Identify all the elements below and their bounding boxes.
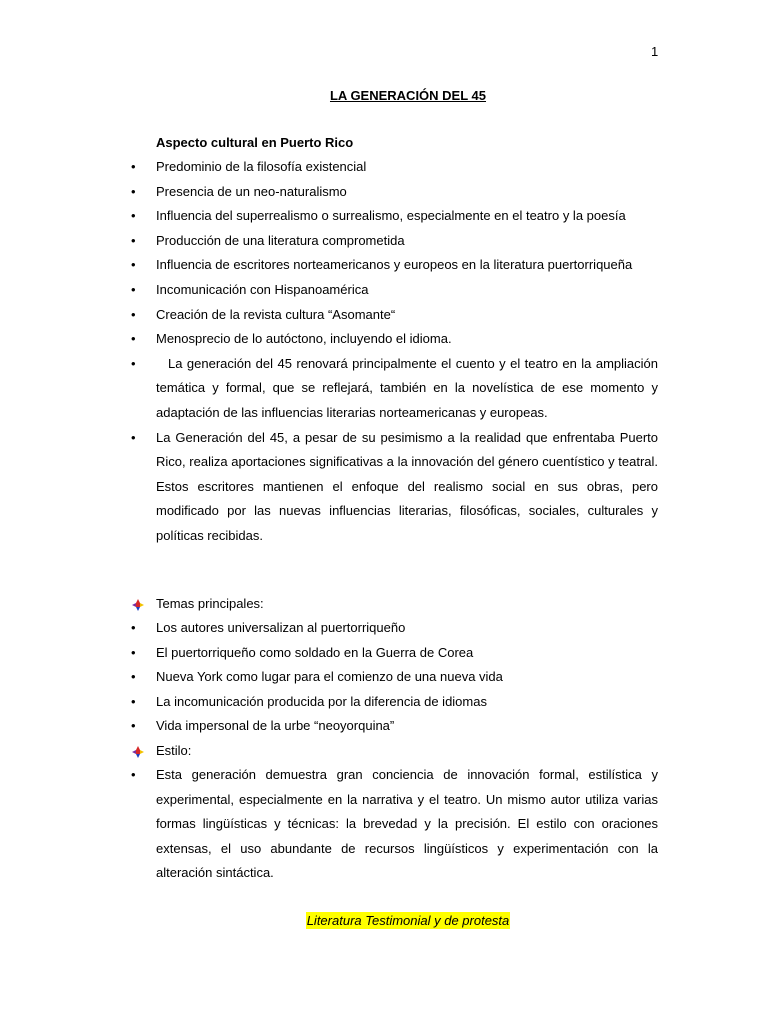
list-item: • Incomunicación con Hispanoamérica (0, 278, 658, 303)
bullet-icon: • (131, 257, 136, 273)
bullet-icon: • (131, 355, 136, 371)
bullet-icon: • (131, 183, 136, 199)
list-item: • Creación de la revista cultura “Asomante“ (0, 303, 658, 328)
document-title: LA GENERACIÓN DEL 45 (329, 88, 487, 103)
bullet-icon: • (131, 159, 136, 174)
list-item: • Predominio de la filosofía existencial (0, 155, 658, 180)
section-heading-cultural: Aspecto cultural en Puerto Rico (156, 135, 354, 150)
bullet-icon: • (131, 429, 136, 445)
section-heading-style: Estilo: (156, 743, 191, 758)
highlighted-heading (0, 913, 768, 928)
bullet-icon: • (131, 693, 136, 709)
bullet-icon: • (131, 644, 136, 660)
bullet-icon: • (131, 208, 136, 224)
bullet-icon: • (131, 718, 136, 734)
list-paragraph: • Esta generación demuestra gran conciencia de innovación formal, estilística y experimental, especialmente en la narrativa y el teatro. Un mismo autor utiliza varias formas lingüísticas y técnicas: la brevedad y la precisión. El estilo con oraciones extensas, el uso abundante de recursos lingüísticos y experimentación con la alteración sintáctica. (0, 763, 658, 886)
themes-list (0, 616, 658, 739)
list-item: • El puertorriqueño como soldado en la Guerra de Corea (0, 641, 658, 666)
list-item: • La incomunicación producida por la diferencia de idiomas (0, 690, 658, 715)
bullet-icon: • (131, 767, 136, 782)
section-heading-themes: Temas principales: (156, 596, 264, 611)
bullet-icon: • (131, 620, 136, 635)
four-color-arrow-bullet-icon (132, 599, 144, 611)
bullet-icon: • (131, 331, 136, 347)
bullet-icon: • (131, 281, 136, 297)
list-paragraph: • La Generación del 45, a pesar de su pesimismo a la realidad que enfrentaba Puerto Rico, realiza aportaciones significativas a la innovación del género cuentístico y teatral. Estos escritores mantienen el enfoque del realismo social en sus obras, pero modificado por las nuevas influencias literarias, filosóficas, sociales, culturales y políticas recibidas. (0, 426, 658, 549)
list-item: • Nueva York como lugar para el comienzo de una nueva vida (0, 665, 658, 690)
bullet-icon: • (131, 232, 136, 248)
list-item: • Influencia del superrealismo o surrealismo, especialmente en el teatro y la poesía (0, 204, 658, 229)
style-list (0, 763, 658, 886)
cultural-aspects-list (0, 155, 658, 549)
bullet-icon: • (131, 306, 136, 322)
list-item: • Influencia de escritores norteamericanos y europeos en la literatura puertorriqueña (0, 253, 658, 278)
list-item: • Los autores universalizan al puertorriqueño (0, 616, 658, 641)
list-item: • Producción de una literatura comprometida (0, 229, 658, 254)
four-color-arrow-bullet-icon (132, 746, 144, 758)
highlighted-heading-text: Literatura Testimonial y de protesta (306, 913, 510, 928)
bullet-icon: • (131, 669, 136, 685)
list-item: • Presencia de un neo-naturalismo (0, 180, 658, 205)
list-paragraph: • La generación del 45 renovará principalmente el cuento y el teatro en la ampliación temática y formal, que se reflejará, también en la novelística de ese momento y adaptación de las influencias literarias norteamericanas y europeas. (0, 352, 658, 426)
list-item: • Menosprecio de lo autóctono, incluyendo el idioma. (0, 327, 658, 352)
list-item: • Vida impersonal de la urbe “neoyorquina” (0, 714, 658, 739)
page-number: 1 (651, 44, 659, 59)
